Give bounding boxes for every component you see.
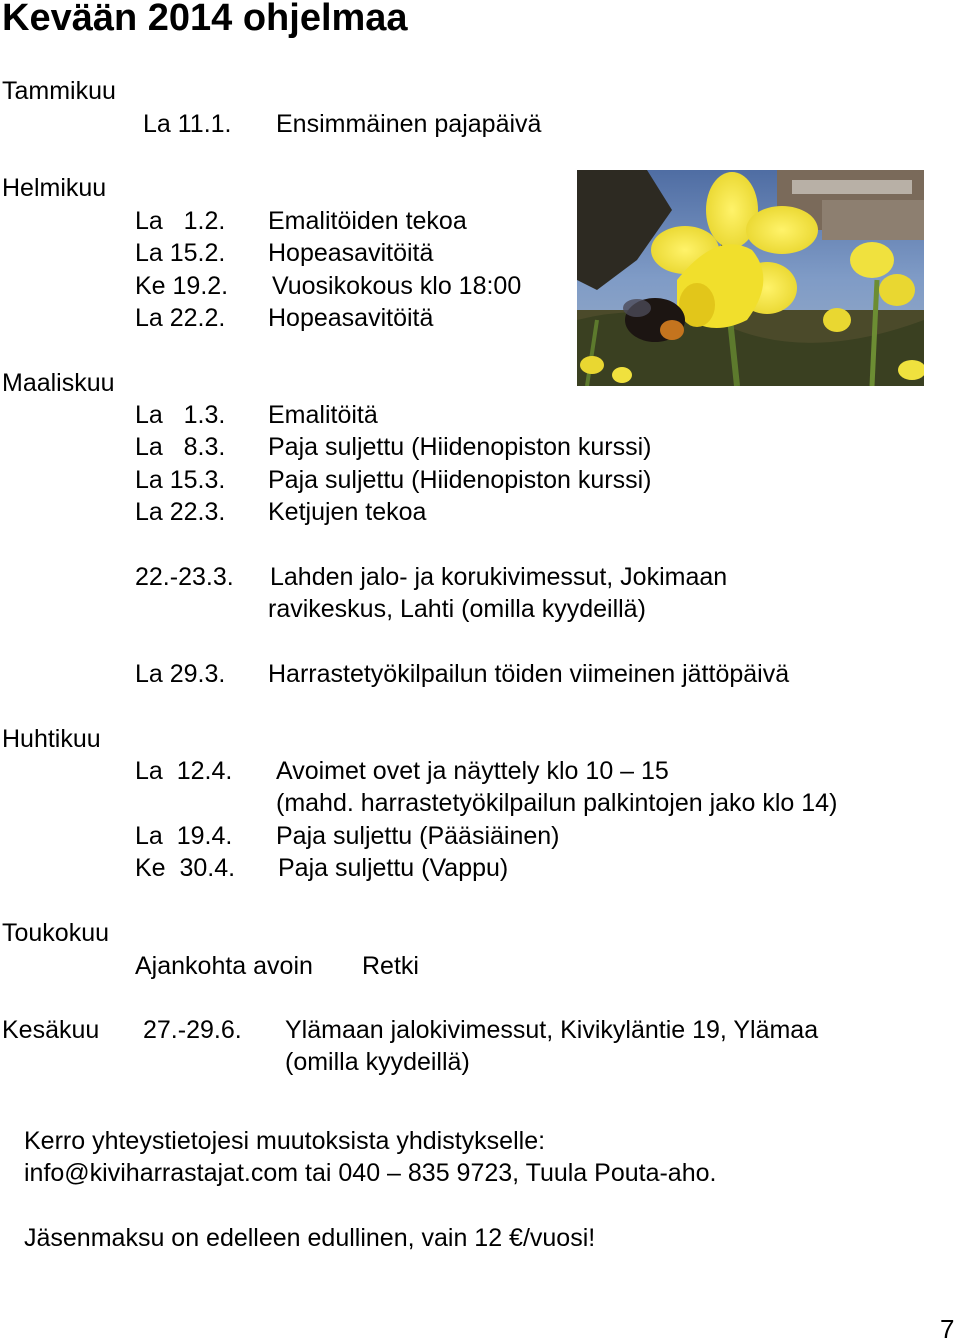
event-description: Lahden jalo- ja korukivimessut, Jokimaan: [270, 563, 728, 591]
event-description: Ensimmäinen pajapäivä: [276, 110, 542, 138]
contact-details: info@kiviharrastajat.com tai 040 – 835 9723, Tuula Pouta-aho.: [24, 1159, 717, 1187]
month-heading-maaliskuu: Maaliskuu: [2, 369, 115, 397]
event-description: Paja suljettu (Vappu): [278, 854, 509, 882]
event-description: Vuosikokous klo 18:00: [272, 272, 522, 300]
page-title: Kevään 2014 ohjelmaa: [2, 0, 408, 39]
event-description: Hopeasavitöitä: [268, 239, 434, 267]
event-date: La 15.3.: [135, 466, 226, 494]
event-description: Paja suljettu (Hiidenopiston kurssi): [268, 433, 652, 461]
event-description: Paja suljettu (Pääsiäinen): [276, 822, 560, 850]
event-description: Emalitöitä: [268, 401, 378, 429]
event-date: La 1.3.: [135, 401, 226, 429]
event-description: Retki: [362, 952, 419, 980]
event-date: Ke 30.4.: [135, 854, 236, 882]
event-description-continued: (omilla kyydeillä): [285, 1048, 470, 1076]
page-number: 7: [940, 1314, 955, 1344]
event-description: Harrastetyökilpailun töiden viimeinen jättöpäivä: [268, 660, 790, 688]
month-heading-kesakuu: Kesäkuu: [2, 1016, 100, 1044]
event-date: 22.-23.3.: [135, 563, 234, 591]
event-date: La 8.3.: [135, 433, 226, 461]
event-date: La 29.3.: [135, 660, 226, 688]
month-heading-huhtikuu: Huhtikuu: [2, 725, 101, 753]
event-description-continued: (mahd. harrastetyökilpailun palkintojen jako klo 14): [276, 789, 838, 817]
event-description: Hopeasavitöitä: [268, 304, 434, 332]
contact-text: Kerro yhteystietojesi muutoksista yhdistykselle:: [24, 1127, 546, 1155]
event-date: La 19.4.: [135, 822, 233, 850]
event-date: La 12.4.: [135, 757, 233, 785]
month-heading-helmikuu: Helmikuu: [2, 174, 107, 202]
event-date: La 15.2.: [135, 239, 226, 267]
event-description: Paja suljettu (Hiidenopiston kurssi): [268, 466, 652, 494]
daffodil-photo: [577, 170, 924, 386]
event-description: Ylämaan jalokivimessut, Kivikyläntie 19, Ylämaa: [285, 1016, 819, 1044]
month-heading-tammikuu: Tammikuu: [2, 77, 116, 105]
membership-fee-note: Jäsenmaksu on edelleen edullinen, vain 12 €/vuosi!: [24, 1224, 596, 1252]
event-date: La 11.1.: [143, 110, 232, 138]
event-date: Ke 19.2.: [135, 272, 229, 300]
event-date: 27.-29.6.: [143, 1016, 242, 1044]
event-description: Ketjujen tekoa: [268, 498, 427, 526]
event-date: La 22.2.: [135, 304, 226, 332]
event-date: La 1.2.: [135, 207, 226, 235]
event-date: La 22.3.: [135, 498, 226, 526]
event-description: Emalitöiden tekoa: [268, 207, 467, 235]
event-date: Ajankohta avoin: [135, 952, 313, 980]
event-description: Avoimet ovet ja näyttely klo 10 – 15: [276, 757, 669, 785]
event-description-continued: ravikeskus, Lahti (omilla kyydeillä): [268, 595, 646, 623]
month-heading-toukokuu: Toukokuu: [2, 919, 110, 947]
